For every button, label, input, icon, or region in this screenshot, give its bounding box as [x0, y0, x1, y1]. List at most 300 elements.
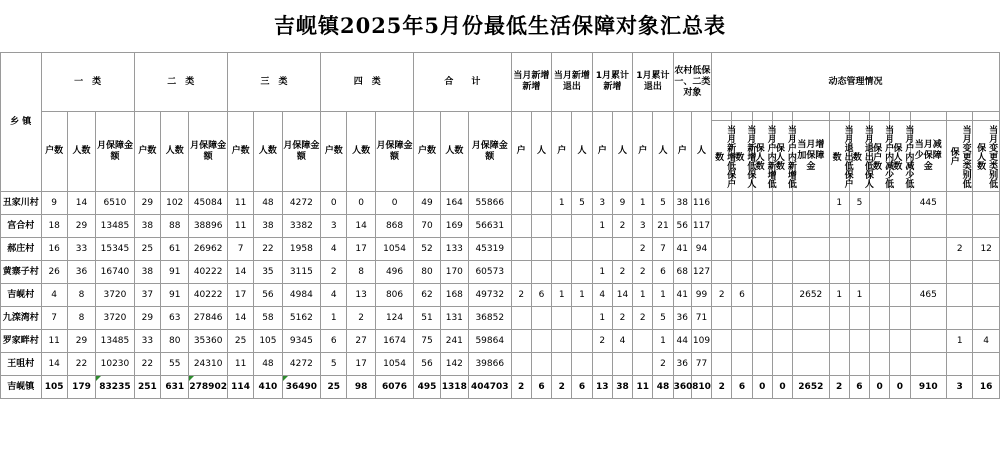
table-cell: 14 — [347, 215, 375, 238]
jan-exit-ren: 人 — [653, 112, 673, 192]
table-row — [1, 238, 1000, 261]
table-cell: 278902 — [189, 376, 228, 399]
table-cell: 41 — [673, 284, 691, 307]
table-cell: 0 — [890, 376, 910, 399]
table-cell — [752, 215, 772, 238]
table-cell: 13485 — [96, 330, 135, 353]
table-cell: 9 — [41, 192, 67, 215]
table-cell: 2 — [612, 261, 632, 284]
table-cell: 404703 — [469, 376, 512, 399]
table-cell: 51 — [414, 307, 440, 330]
dyn-col-header: 当月户内减少低保人数 — [890, 121, 910, 192]
table-cell — [793, 307, 829, 330]
dynamic-header: 动态管理情况 — [712, 53, 1000, 112]
table-cell: 2 — [947, 238, 973, 261]
table-cell — [732, 192, 752, 215]
village-name: 丑家川村 — [1, 192, 42, 215]
table-cell: 1 — [592, 307, 612, 330]
table-cell — [592, 238, 612, 261]
table-cell: 16 — [973, 376, 1000, 399]
table-cell — [732, 238, 752, 261]
table-cell — [890, 192, 910, 215]
table-cell: 26 — [41, 261, 67, 284]
table-cell — [910, 330, 946, 353]
table-cell — [552, 261, 572, 284]
new-exit-ren: 人 — [572, 112, 592, 192]
table-cell: 91 — [161, 284, 189, 307]
table-cell — [531, 307, 551, 330]
table-cell: 18 — [41, 215, 67, 238]
table-cell: 2 — [712, 284, 732, 307]
table-cell: 1 — [552, 192, 572, 215]
table-cell: 1 — [633, 284, 653, 307]
table-cell: 38896 — [189, 215, 228, 238]
new-exit-hu: 户 — [552, 112, 572, 192]
table-cell: 114 — [227, 376, 253, 399]
cat3-header: 三 类 — [227, 53, 320, 112]
table-cell: 13 — [347, 284, 375, 307]
dyn-col-header: 当月新增低保人数 — [732, 121, 752, 192]
table-cell — [870, 330, 890, 353]
table-cell: 1 — [592, 261, 612, 284]
dyn-spacer-10 — [910, 112, 946, 121]
table-cell — [849, 330, 869, 353]
table-cell: 6 — [531, 376, 551, 399]
table-cell — [572, 307, 592, 330]
table-cell: 1 — [849, 284, 869, 307]
table-cell: 4 — [592, 284, 612, 307]
table-cell: 7 — [653, 238, 673, 261]
cat4-hu: 户数 — [321, 112, 347, 192]
table-cell: 98 — [347, 376, 375, 399]
table-cell: 410 — [254, 376, 282, 399]
table-cell: 11 — [41, 330, 67, 353]
new-add-ren: 人 — [531, 112, 551, 192]
table-cell: 13 — [592, 376, 612, 399]
jan-exit-hu: 户 — [633, 112, 653, 192]
table-cell: 117 — [691, 215, 711, 238]
table-cell — [633, 353, 653, 376]
table-cell: 36 — [673, 353, 691, 376]
table-cell: 91 — [161, 261, 189, 284]
table-cell: 1674 — [375, 330, 414, 353]
table-cell — [772, 307, 792, 330]
table-cell — [890, 261, 910, 284]
table-cell — [772, 353, 792, 376]
table-cell — [910, 353, 946, 376]
table-cell — [910, 215, 946, 238]
table-row — [1, 284, 1000, 307]
table-cell — [849, 261, 869, 284]
table-cell: 88 — [161, 215, 189, 238]
cat3-amt: 月保障金额 — [282, 112, 321, 192]
table-cell: 6510 — [96, 192, 135, 215]
table-cell — [793, 330, 829, 353]
table-cell: 496 — [375, 261, 414, 284]
table-cell: 5 — [321, 353, 347, 376]
table-cell: 49732 — [469, 284, 512, 307]
table-cell — [890, 215, 910, 238]
table-cell — [712, 215, 732, 238]
dyn-spacer-9 — [890, 112, 910, 121]
table-cell — [793, 238, 829, 261]
cat4-amt: 月保障金额 — [375, 112, 414, 192]
table-cell: 868 — [375, 215, 414, 238]
table-cell: 2 — [612, 215, 632, 238]
table-cell — [973, 192, 1000, 215]
table-cell — [572, 353, 592, 376]
table-cell: 37 — [134, 284, 160, 307]
table-cell: 36852 — [469, 307, 512, 330]
table-cell — [592, 353, 612, 376]
village-name: 九滦湾村 — [1, 307, 42, 330]
table-cell: 251 — [134, 376, 160, 399]
total-amt: 月保障金额 — [469, 112, 512, 192]
cat4-header: 四 类 — [321, 53, 414, 112]
table-cell: 6 — [321, 330, 347, 353]
table-cell: 36 — [67, 261, 95, 284]
dyn-spacer-12 — [973, 112, 1000, 121]
table-cell: 17 — [347, 353, 375, 376]
dyn-col-header: 当月退出低保户数 — [829, 121, 849, 192]
table-cell — [712, 353, 732, 376]
table-cell — [752, 192, 772, 215]
table-cell — [531, 215, 551, 238]
dyn-col-header: 当月减少保障金 — [910, 121, 946, 192]
table-cell: 48 — [254, 192, 282, 215]
table-cell — [712, 238, 732, 261]
cat4-ren: 人数 — [347, 112, 375, 192]
table-cell: 77 — [691, 353, 711, 376]
table-cell: 29 — [67, 215, 95, 238]
table-cell: 806 — [375, 284, 414, 307]
table-cell: 4272 — [282, 192, 321, 215]
table-cell: 5 — [653, 307, 673, 330]
table-cell — [829, 353, 849, 376]
table-cell — [633, 330, 653, 353]
table-cell: 1054 — [375, 238, 414, 261]
table-cell — [712, 307, 732, 330]
table-cell: 2 — [633, 238, 653, 261]
dyn-spacer-2 — [732, 112, 752, 121]
table-cell: 56 — [414, 353, 440, 376]
table-cell — [947, 261, 973, 284]
table-cell: 27 — [347, 330, 375, 353]
table-cell — [531, 192, 551, 215]
dyn-spacer-7 — [849, 112, 869, 121]
table-cell — [772, 284, 792, 307]
table-cell: 1318 — [440, 376, 468, 399]
table-cell: 1 — [829, 192, 849, 215]
village-name: 宫合村 — [1, 215, 42, 238]
table-cell: 6 — [732, 376, 752, 399]
table-cell: 3382 — [282, 215, 321, 238]
table-cell: 41 — [673, 238, 691, 261]
table-cell: 56631 — [469, 215, 512, 238]
dyn-col-header: 当月退出低保人数 — [849, 121, 869, 192]
table-cell: 445 — [910, 192, 946, 215]
total-row — [1, 376, 1000, 399]
village-name: 吉岘村 — [1, 284, 42, 307]
dyn-spacer-8 — [870, 112, 890, 121]
table-cell: 56 — [254, 284, 282, 307]
dyn-spacer-5 — [793, 112, 829, 121]
table-cell: 1 — [321, 307, 347, 330]
table-cell: 29 — [134, 192, 160, 215]
table-cell: 170 — [440, 261, 468, 284]
table-cell: 9 — [612, 192, 632, 215]
jan-add-ren: 人 — [612, 112, 632, 192]
table-cell: 0 — [870, 376, 890, 399]
table-cell: 55866 — [469, 192, 512, 215]
dyn-col-header: 当月增加保障金 — [793, 121, 829, 192]
table-cell: 4 — [321, 238, 347, 261]
cat3-hu: 户数 — [227, 112, 253, 192]
table-cell: 10230 — [96, 353, 135, 376]
table-cell: 60573 — [469, 261, 512, 284]
table-cell — [890, 353, 910, 376]
table-cell — [752, 261, 772, 284]
cat1-amt: 月保障金额 — [96, 112, 135, 192]
rural-header: 农村低保一、二类对象 — [673, 53, 711, 112]
table-cell: 36490 — [282, 376, 321, 399]
village-name: 吉岘镇 — [1, 376, 42, 399]
table-cell: 2 — [633, 307, 653, 330]
jan-add-header: 1月累计新增 — [592, 53, 633, 112]
table-cell: 3 — [633, 215, 653, 238]
table-cell — [910, 261, 946, 284]
table-cell: 36 — [673, 307, 691, 330]
table-cell: 360 — [673, 376, 691, 399]
dyn-spacer-3 — [752, 112, 772, 121]
table-cell: 810 — [691, 376, 711, 399]
table-cell: 1 — [592, 215, 612, 238]
table-cell: 33 — [67, 238, 95, 261]
table-cell: 70 — [414, 215, 440, 238]
village-name: 郝庄村 — [1, 238, 42, 261]
table-cell: 131 — [440, 307, 468, 330]
table-cell — [732, 330, 752, 353]
table-cell: 7 — [227, 238, 253, 261]
table-cell: 2 — [321, 261, 347, 284]
table-cell: 1 — [947, 330, 973, 353]
table-cell: 35 — [254, 261, 282, 284]
table-cell: 4 — [612, 330, 632, 353]
table-cell: 4 — [41, 284, 67, 307]
table-cell: 2652 — [793, 376, 829, 399]
table-cell — [793, 353, 829, 376]
table-cell: 1 — [572, 284, 592, 307]
table-cell: 8 — [347, 261, 375, 284]
table-cell: 35360 — [189, 330, 228, 353]
table-cell — [752, 238, 772, 261]
dyn-col-header: 当月新增低保户数 — [712, 121, 732, 192]
table-cell: 14 — [227, 261, 253, 284]
table-cell: 16 — [41, 238, 67, 261]
table-cell — [890, 307, 910, 330]
table-cell — [511, 238, 531, 261]
table-cell — [849, 215, 869, 238]
dyn-col-header: 当月户内减少低保户数 — [870, 121, 890, 192]
table-cell: 3 — [592, 192, 612, 215]
cat2-amt: 月保障金额 — [189, 112, 228, 192]
table-row — [1, 192, 1000, 215]
rural-ren: 人 — [691, 112, 711, 192]
table-cell — [511, 353, 531, 376]
cat1-header: 一 类 — [41, 53, 134, 112]
table-cell — [712, 192, 732, 215]
table-cell: 21 — [653, 215, 673, 238]
table-cell — [829, 215, 849, 238]
table-cell: 168 — [440, 284, 468, 307]
table-cell: 5 — [653, 192, 673, 215]
table-cell — [552, 238, 572, 261]
table-cell: 29 — [67, 330, 95, 353]
table-cell: 1958 — [282, 238, 321, 261]
cat2-hu: 户数 — [134, 112, 160, 192]
table-cell: 1 — [633, 192, 653, 215]
table-cell: 26962 — [189, 238, 228, 261]
table-cell: 55 — [161, 353, 189, 376]
table-cell: 495 — [414, 376, 440, 399]
table-cell: 22 — [67, 353, 95, 376]
table-cell: 2 — [633, 261, 653, 284]
table-cell: 24310 — [189, 353, 228, 376]
table-cell: 2 — [612, 307, 632, 330]
table-cell — [511, 307, 531, 330]
cat1-ren: 人数 — [67, 112, 95, 192]
table-cell: 16740 — [96, 261, 135, 284]
table-cell: 179 — [67, 376, 95, 399]
table-cell: 2 — [653, 353, 673, 376]
table-cell: 7 — [41, 307, 67, 330]
table-cell — [870, 307, 890, 330]
table-cell: 38 — [254, 215, 282, 238]
table-cell: 61 — [161, 238, 189, 261]
table-cell — [531, 238, 551, 261]
table-cell: 11 — [227, 353, 253, 376]
table-cell: 11 — [633, 376, 653, 399]
table-cell — [870, 353, 890, 376]
table-cell — [829, 330, 849, 353]
table-cell: 63 — [161, 307, 189, 330]
table-cell — [752, 307, 772, 330]
table-cell — [910, 238, 946, 261]
table-cell: 4 — [321, 284, 347, 307]
table-cell — [712, 261, 732, 284]
table-cell: 58 — [254, 307, 282, 330]
dyn-col-header: 当月变更类别低保户 — [947, 121, 973, 192]
table-cell: 4272 — [282, 353, 321, 376]
table-cell: 83235 — [96, 376, 135, 399]
table-cell: 105 — [41, 376, 67, 399]
village-name: 王咀村 — [1, 353, 42, 376]
table-cell: 9345 — [282, 330, 321, 353]
summary-table — [0, 52, 1000, 399]
village-name: 罗家畔村 — [1, 330, 42, 353]
table-cell: 6 — [849, 376, 869, 399]
table-cell: 241 — [440, 330, 468, 353]
table-cell — [752, 330, 772, 353]
table-cell: 48 — [254, 353, 282, 376]
table-cell — [531, 330, 551, 353]
village-name: 黄寨子村 — [1, 261, 42, 284]
table-cell — [552, 330, 572, 353]
table-cell — [793, 192, 829, 215]
table-cell: 25 — [321, 376, 347, 399]
table-cell — [829, 307, 849, 330]
table-cell: 44 — [673, 330, 691, 353]
new-exit-header: 当月新增退出 — [552, 53, 593, 112]
table-cell — [973, 215, 1000, 238]
table-cell: 40222 — [189, 284, 228, 307]
table-cell — [849, 238, 869, 261]
table-cell: 29 — [134, 307, 160, 330]
table-cell: 27846 — [189, 307, 228, 330]
table-cell: 38 — [134, 215, 160, 238]
table-cell — [772, 261, 792, 284]
table-cell: 5 — [849, 192, 869, 215]
table-cell: 1054 — [375, 353, 414, 376]
table-cell: 6 — [572, 376, 592, 399]
table-cell — [973, 307, 1000, 330]
table-cell — [732, 261, 752, 284]
table-cell — [849, 307, 869, 330]
table-cell: 3720 — [96, 284, 135, 307]
table-cell — [849, 353, 869, 376]
table-cell: 2 — [829, 376, 849, 399]
jan-exit-header: 1月累计退出 — [633, 53, 674, 112]
table-cell — [947, 192, 973, 215]
rural-hu: 户 — [673, 112, 691, 192]
new-add-hu: 户 — [511, 112, 531, 192]
dyn-spacer-1 — [712, 112, 732, 121]
table-cell: 49 — [414, 192, 440, 215]
table-cell — [572, 261, 592, 284]
table-cell — [752, 284, 772, 307]
table-cell: 94 — [691, 238, 711, 261]
table-cell: 14 — [41, 353, 67, 376]
table-cell: 0 — [752, 376, 772, 399]
table-cell: 6 — [653, 261, 673, 284]
table-cell: 4 — [973, 330, 1000, 353]
table-cell: 169 — [440, 215, 468, 238]
cat1-hu: 户数 — [41, 112, 67, 192]
table-cell — [572, 238, 592, 261]
table-cell: 56 — [673, 215, 691, 238]
table-cell: 48 — [653, 376, 673, 399]
table-cell: 22 — [254, 238, 282, 261]
table-cell — [870, 238, 890, 261]
table-cell: 6 — [732, 284, 752, 307]
table-cell: 102 — [161, 192, 189, 215]
table-cell: 13485 — [96, 215, 135, 238]
table-cell — [890, 330, 910, 353]
table-cell — [511, 192, 531, 215]
table-cell — [973, 284, 1000, 307]
table-cell: 2 — [511, 284, 531, 307]
cat2-header: 二 类 — [134, 53, 227, 112]
table-cell: 3 — [947, 376, 973, 399]
table-cell — [870, 192, 890, 215]
table-cell — [511, 215, 531, 238]
table-cell — [793, 215, 829, 238]
table-cell: 3115 — [282, 261, 321, 284]
table-cell: 2652 — [793, 284, 829, 307]
table-cell — [511, 330, 531, 353]
jan-add-hu: 户 — [592, 112, 612, 192]
dyn-spacer-4 — [772, 112, 792, 121]
